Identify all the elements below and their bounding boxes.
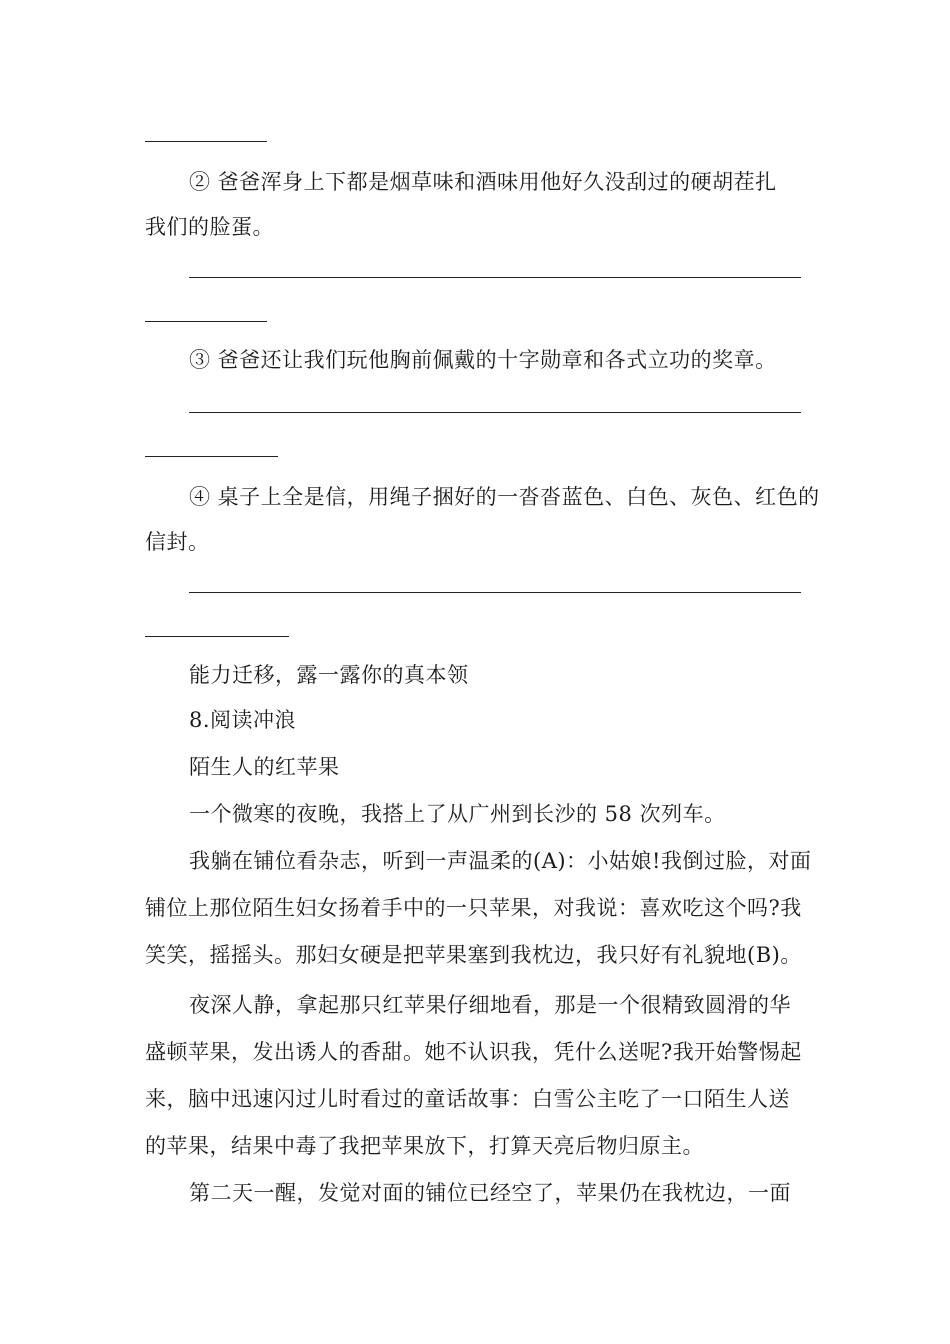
item-2-text-cont: 我们的脸蛋。 [145,215,274,239]
section-subheading: 8.阅读冲浪 [189,708,297,732]
story-paragraph-3-line-3: 来，脑中迅速闪过儿时看过的童话故事：白雪公主吃了一口陌生人送 [145,1087,790,1111]
answer-blank-line [189,412,801,413]
answer-blank-line [145,636,289,637]
story-paragraph-2-line-2: 铺位上那位陌生妇女扬着手中的一只苹果，对我说：喜欢吃这个吗?我 [145,896,802,920]
answer-blank-line [189,277,801,278]
story-paragraph-2-line-1: 我躺在铺位看杂志，听到一声温柔的(A)：小姑娘!我倒过脸，对面 [189,849,812,873]
item-2-text: ② 爸爸浑身上下都是烟草味和酒味用他好久没刮过的硬胡茬扎 [189,170,777,194]
answer-blank-line [145,321,267,322]
section-heading: 能力迁移，露一露你的真本领 [189,663,469,687]
story-paragraph-3-line-1: 夜深人静，拿起那只红苹果仔细地看，那是一个很精致圆滑的华 [189,993,791,1017]
answer-blank-line [145,141,267,142]
item-3-text: ③ 爸爸还让我们玩他胸前佩戴的十字勋章和各式立功的奖章。 [189,348,777,372]
story-paragraph-2-line-3: 笑笑，摇摇头。那妇女硬是把苹果塞到我枕边，我只好有礼貌地(B)。 [145,943,802,967]
item-4-text-cont: 信封。 [145,530,210,554]
item-4-text: ④ 桌子上全是信，用绳子捆好的一沓沓蓝色、白色、灰色、红色的 [189,485,820,509]
story-title: 陌生人的红苹果 [189,755,340,779]
story-paragraph-3-line-4: 的苹果，结果中毒了我把苹果放下，打算天亮后物归原主。 [145,1134,704,1158]
answer-blank-line [189,592,801,593]
story-paragraph-4-line-1: 第二天一醒，发觉对面的铺位已经空了，苹果仍在我枕边，一面 [189,1181,791,1205]
story-paragraph-3-line-2: 盛顿苹果，发出诱人的香甜。她不认识我，凭什么送呢?我开始警惕起 [145,1040,802,1064]
answer-blank-line [145,456,278,457]
story-paragraph-1: 一个微寒的夜晚，我搭上了从广州到长沙的 58 次列车。 [189,802,726,826]
